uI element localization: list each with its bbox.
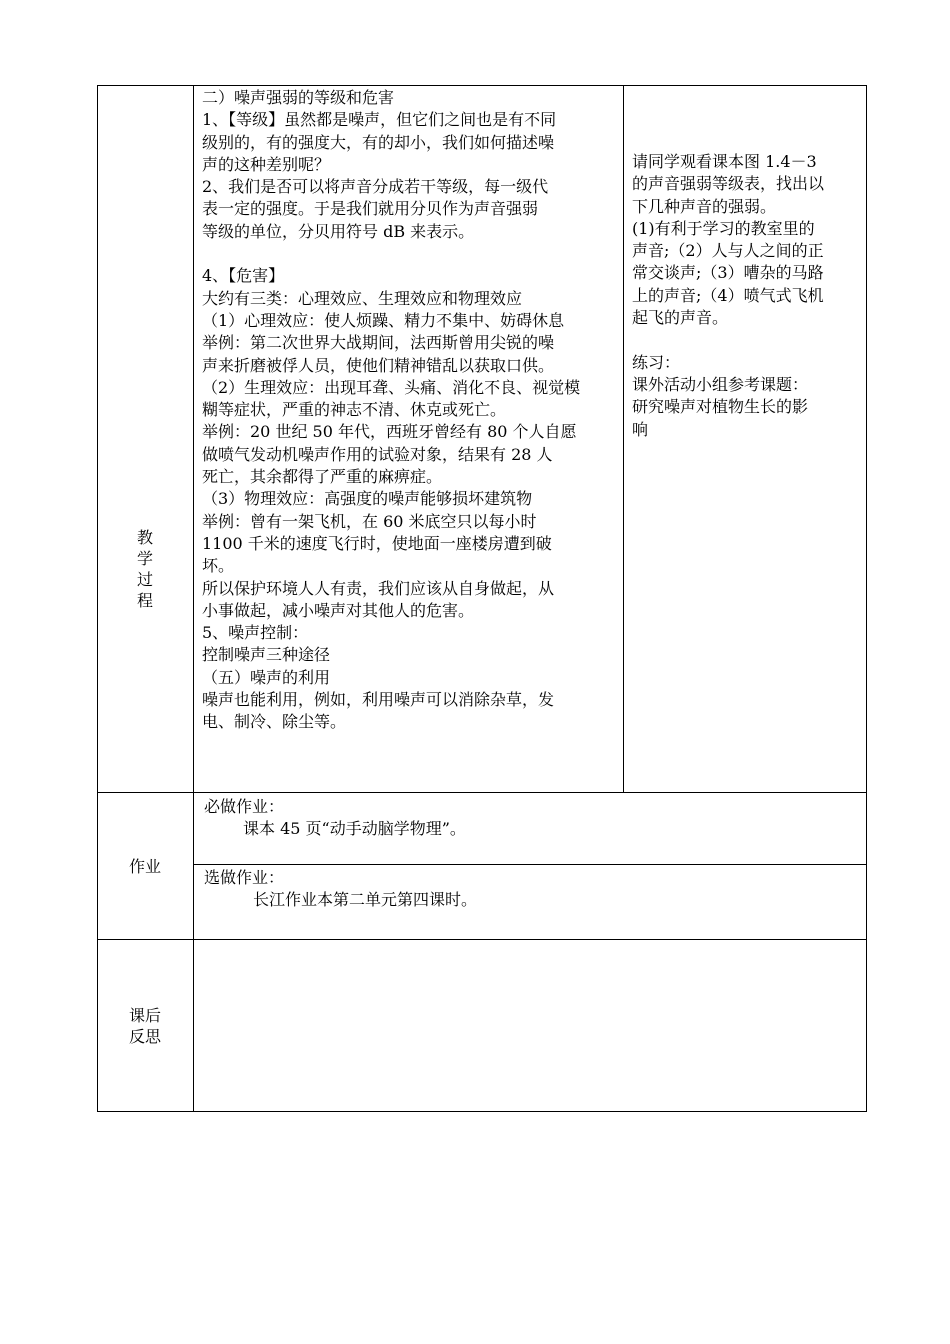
process-main-line: 声来折磨被俘人员，使他们精神错乱以获取口供。 — [202, 355, 555, 375]
process-main-line: 表一定的强度。于是我们就用分贝作为声音强弱 — [202, 199, 539, 219]
process-side-content — [632, 151, 864, 441]
process-main-line: 级别的，有的强度大，有的却小，我们如何描述噪 — [202, 132, 555, 152]
process-side-line: 的声音强弱等级表，找出以 — [632, 174, 825, 194]
process-main-line: 声的这种差别呢？ — [202, 154, 331, 174]
process-main-line: （1）心理效应：使人烦躁、精力不集中、妨碍休息 — [202, 310, 565, 330]
process-side-line: (1)有利于学习的教室里的 — [632, 218, 815, 238]
process-main-line — [202, 243, 620, 265]
row-divider-homework-reflection — [97, 939, 867, 940]
optional-homework-text: 长江作业本第二单元第四课时。 — [253, 890, 478, 909]
row-divider-homework-inner — [193, 864, 867, 865]
process-side-line: 练习： — [632, 352, 681, 372]
process-side-line — [632, 329, 864, 351]
process-main-line: 大约有三类：心理效应、生理效应和物理效应 — [202, 288, 523, 308]
process-main-line: 坏。 — [202, 556, 235, 576]
process-main-line: 举例：曾有一架飞机，在 60 米底空只以每小时 — [202, 511, 537, 531]
optional-homework-title: 选做作业： — [204, 868, 285, 887]
process-side-line: 课外活动小组参考课题： — [632, 374, 809, 394]
process-side-line: 请同学观看课本图 1.4－3 — [632, 152, 817, 171]
process-main-line: 电、制冷、除尘等。 — [202, 712, 347, 732]
process-main-line: 小事做起，减小噪声对其他人的危害。 — [202, 600, 475, 620]
process-main-line: 二）噪声强弱的等级和危害 — [202, 88, 395, 107]
process-main-line: （2）生理效应：出现耳聋、头痛、消化不良、视觉模 — [202, 377, 581, 397]
process-main-line: 等级的单位，分贝用符号 dB 来表示。 — [202, 221, 475, 241]
required-homework-title: 必做作业： — [204, 797, 285, 816]
process-main-line: 死亡，其余都得了严重的麻痹症。 — [202, 467, 443, 487]
homework-row-label: 作业 — [128, 857, 161, 876]
process-side-line: 响 — [632, 419, 649, 439]
process-main-content — [202, 87, 620, 734]
process-main-line: （五）噪声的利用 — [202, 667, 331, 687]
reflection-row-label: 课后 反思 — [128, 1006, 161, 1046]
process-main-line: 糊等症状，严重的神志不清、休克或死亡。 — [202, 400, 507, 420]
label-column-divider — [193, 85, 194, 1112]
process-main-line: 1100 千米的速度飞行时，使地面一座楼房遭到破 — [202, 533, 552, 553]
process-main-line: 5、噪声控制： — [202, 623, 309, 643]
table-border-right — [866, 85, 867, 1112]
process-main-line: 控制噪声三种途径 — [202, 645, 331, 665]
process-side-line: 起飞的声音。 — [632, 308, 729, 328]
process-main-line: 举例：第二次世界大战期间，法西斯曾用尖锐的噪 — [202, 333, 555, 353]
process-main-line: 1、【等级】虽然都是噪声，但它们之间也是有不同 — [202, 110, 557, 130]
process-side-line: 上的声音;（4）喷气式飞机 — [632, 285, 824, 305]
process-main-line: 2、我们是否可以将声音分成若干等级，每一级代 — [202, 177, 549, 197]
table-border-bottom — [97, 1111, 867, 1112]
row-divider-process-homework — [97, 792, 867, 793]
process-side-line: 声音;（2）人与人之间的正 — [632, 241, 824, 261]
process-main-line: 4、【危害】 — [202, 266, 285, 286]
process-row-label: 教 学 过 程 — [136, 528, 153, 610]
process-main-line: （3）物理效应：高强度的噪声能够损坏建筑物 — [202, 489, 533, 509]
process-side-line: 常交谈声;（3）嘈杂的马路 — [632, 263, 824, 283]
process-main-line: 做喷气发动机噪声作用的试验对象，结果有 28 人 — [202, 444, 553, 464]
required-homework-text: 课本 45 页“动手动脑学物理”。 — [243, 819, 466, 838]
process-side-line: 下几种声音的强弱。 — [632, 196, 777, 216]
reflection-content[interactable] — [204, 945, 209, 967]
table-border-top — [97, 85, 867, 86]
side-column-divider — [623, 85, 624, 793]
process-side-line: 研究噪声对植物生长的影 — [632, 397, 809, 417]
process-main-line: 噪声也能利用，例如，利用噪声可以消除杂草，发 — [202, 690, 555, 710]
process-main-line: 举例：20 世纪 50 年代，西班牙曾经有 80 个人自愿 — [202, 422, 577, 442]
process-main-line: 所以保护环境人人有责，我们应该从自身做起，从 — [202, 578, 555, 598]
